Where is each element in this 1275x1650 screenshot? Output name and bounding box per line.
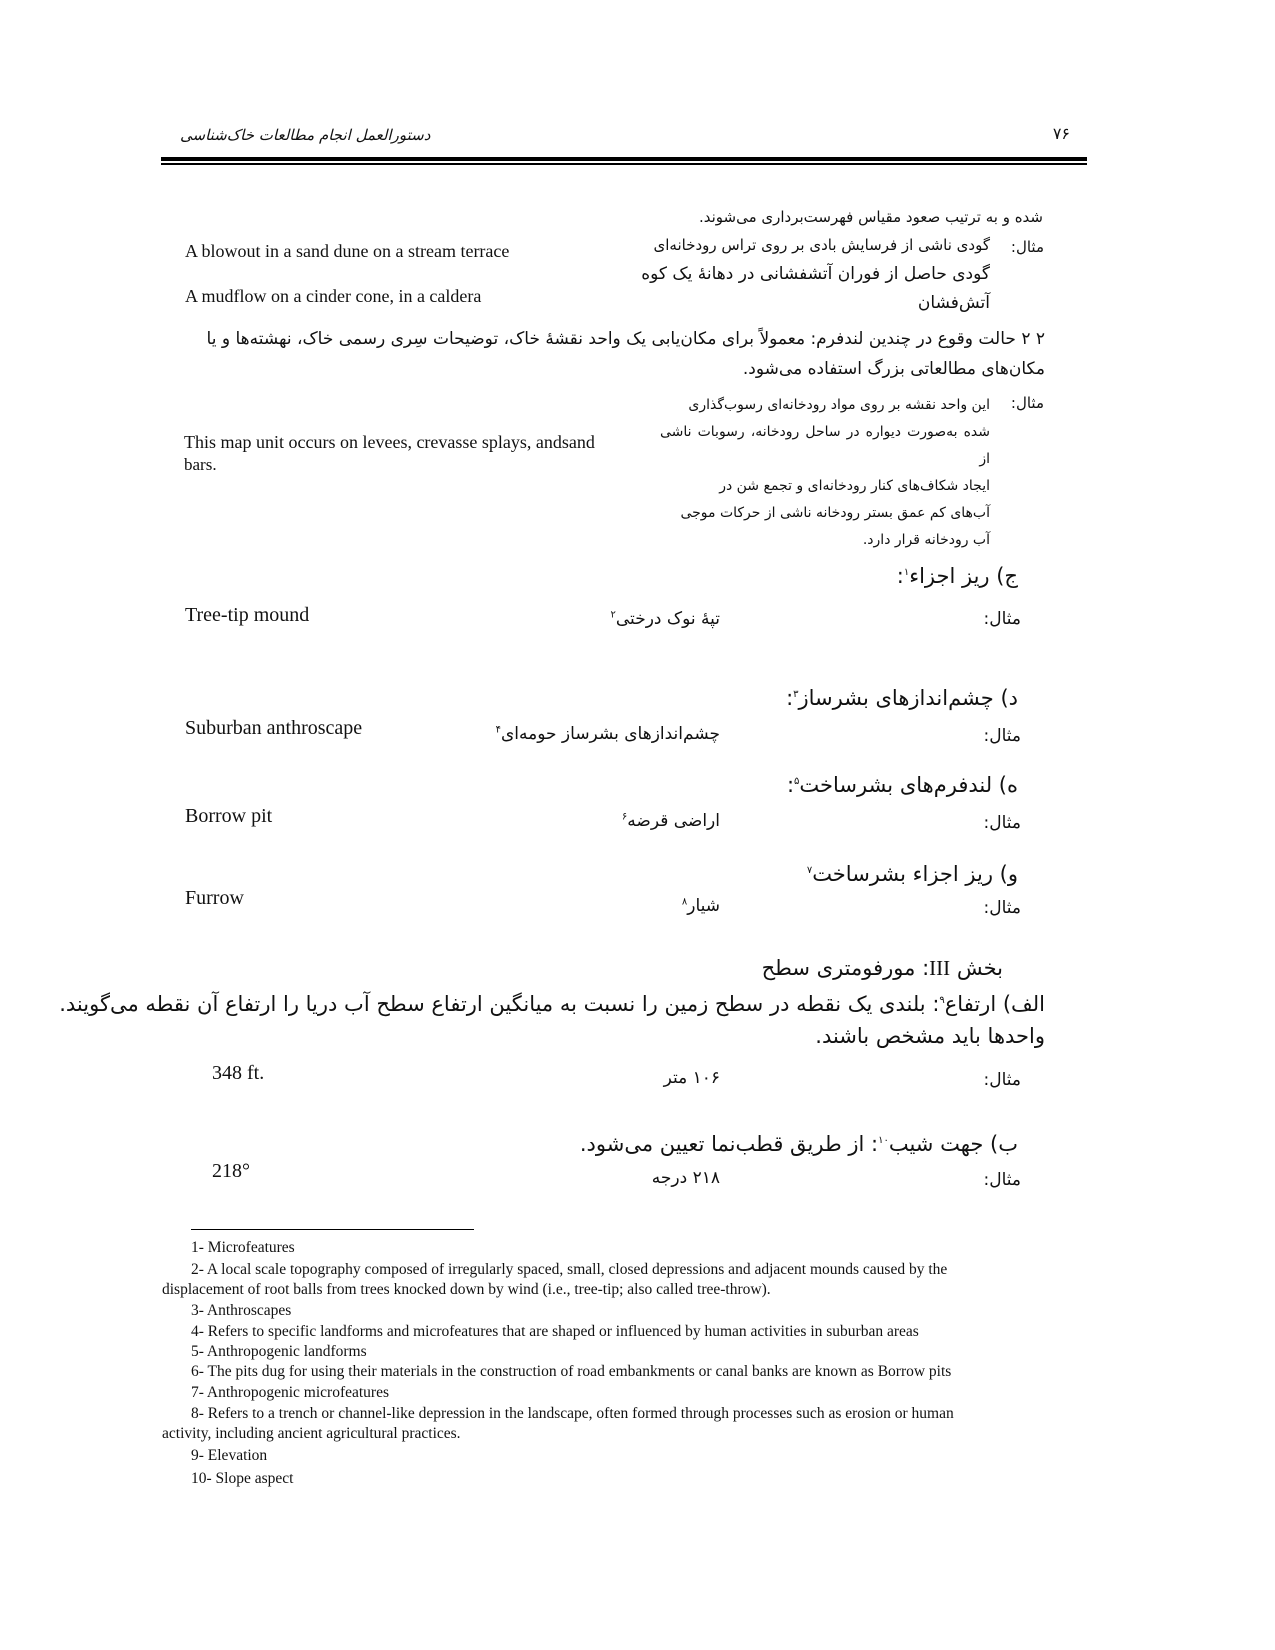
fa-example: شیار$^۸$	[681, 896, 720, 916]
fa-paragraph-line: ایجاد شکاف‌های کنار رودخانه‌ای و تجمع شن در	[719, 478, 990, 494]
fa-example: آتش‌فشان	[917, 293, 990, 313]
body-paragraph: واحدها باید مشخص باشند.	[815, 1024, 1045, 1048]
fa-example: اراضی قرضه$^۶$	[621, 811, 720, 831]
section-heading: و) ریز اجزاء بشرساخت$^۷$	[806, 862, 1018, 886]
en-example: Suburban anthroscape	[185, 717, 363, 739]
example-label: مثال:	[983, 813, 1021, 833]
example-label: مثال:	[983, 898, 1021, 918]
section-heading: ه) لندفرم‌های بشرساخت$^۵$:	[786, 773, 1018, 797]
en-example: Furrow	[185, 887, 244, 909]
footnote: 6- The pits dug for using their materials in the construction of road embankments or canal banks are known as Borrow pits	[191, 1363, 952, 1380]
footnote: 2- A local scale topography composed of irregularly spaced, small, closed depressions and adjacent mounds caused by the	[191, 1261, 948, 1278]
footnote: 9- Elevation	[191, 1447, 268, 1464]
header-rule-thick	[161, 157, 1087, 161]
en-example: A mudflow on a cinder cone, in a caldera	[185, 286, 482, 306]
fa-example: گودی ناشی از فرسایش بادی بر روی تراس رودخانه‌ای	[653, 236, 990, 254]
fa-paragraph-line: آب‌های کم عمق بستر رودخانه ناشی از حرکات موجی	[680, 505, 990, 521]
footnote: 1- Microfeatures	[191, 1239, 295, 1256]
example-label: مثال:	[1010, 394, 1044, 412]
footnote: 4- Refers to specific landforms and microfeatures that are shaped or influenced by human activities in suburban areas	[191, 1323, 919, 1340]
en-example: 218°	[212, 1160, 250, 1182]
footnote: 10- Slope aspect	[191, 1470, 294, 1487]
fa-example: گودی حاصل از فوران آتشفشانی در دهانهٔ یک کوه	[641, 264, 990, 284]
en-example: Borrow pit	[185, 805, 273, 827]
footnote: 5- Anthropogenic landforms	[191, 1343, 367, 1360]
fa-example: تپهٔ نوک درختی$^۲$	[610, 609, 720, 629]
footnote: 8- Refers to a trench or channel-like depression in the landscape, often formed through processes such as erosion or human	[191, 1405, 954, 1422]
page-number: ۷۶	[1052, 124, 1070, 143]
en-example: bars.	[184, 455, 217, 474]
part-heading: بخش III: مورفومتری سطح	[761, 956, 1003, 980]
section-heading: ج) ریز اجزاء$^۱$:	[896, 564, 1018, 588]
en-example: Tree-tip mound	[185, 604, 310, 626]
footnote: displacement of root balls from trees knocked down by wind (i.e., tree-tip; also called tree-throw).	[162, 1281, 771, 1298]
section-heading: د) چشم‌اندازهای بشرساز$^۳$:	[786, 686, 1018, 710]
fa-example: ۲۱۸ درجه	[651, 1168, 720, 1188]
en-example: A blowout in a sand dune on a stream terrace	[185, 241, 510, 261]
fa-example: ۱۰۶ متر	[663, 1068, 720, 1088]
running-header-title: دستورالعمل انجام مطالعات خاک‌شناسی	[180, 126, 431, 144]
body-paragraph: مکان‌های مطالعاتی بزرگ استفاده می‌شود.	[742, 359, 1045, 379]
body-paragraph: ۲ ۲ حالت وقوع در چندین لندفرم: معمولاً برای مکان‌یابی یک واحد نقشهٔ خاک، توضیحات سِری رسمی خاک، نهشته‌ها و یا	[206, 329, 1045, 349]
example-label: مثال:	[983, 609, 1021, 629]
fa-paragraph-line: شده به‌صورت دیواره در ساحل رودخانه، رسوبات ناشی از	[660, 424, 990, 467]
fa-example: چشم‌اندازهای بشرساز حومه‌ای$^۴$	[495, 724, 720, 744]
fa-paragraph	[660, 392, 990, 554]
example-label: مثال:	[983, 1070, 1021, 1090]
intro-line: شده و به ترتیب صعود مقیاس فهرست‌برداری می‌شوند.	[698, 208, 1043, 226]
footnote: 3- Anthroscapes	[191, 1302, 292, 1319]
footnote: 7- Anthropogenic microfeatures	[191, 1384, 389, 1401]
en-example: This map unit occurs on levees, crevasse splays, andsand	[184, 432, 595, 452]
body-paragraph: الف) ارتفاع$^۹$: بلندی یک نقطه در سطح زمین را نسبت به میانگین ارتفاع سطح آب دریا را ارتفاع آن نقطه می‌گویند.	[59, 992, 1045, 1016]
example-label: مثال:	[983, 1170, 1021, 1190]
footnote: activity, including ancient agricultural practices.	[162, 1425, 461, 1442]
en-example: 348 ft.	[212, 1062, 265, 1084]
footnote-divider	[191, 1229, 474, 1230]
example-label: مثال:	[983, 726, 1021, 746]
fa-paragraph-line: آب رودخانه قرار دارد.	[862, 532, 990, 548]
example-label: مثال:	[1010, 238, 1044, 256]
section-heading: ب) جهت شیب$^{۱۰}$: از طریق قطب‌نما تعیین می‌شود.	[579, 1132, 1018, 1156]
header-rule-thin	[161, 163, 1087, 165]
fa-paragraph-line: این واحد نقشه بر روی مواد رودخانه‌ای رسوب‌گذاری	[688, 397, 990, 413]
